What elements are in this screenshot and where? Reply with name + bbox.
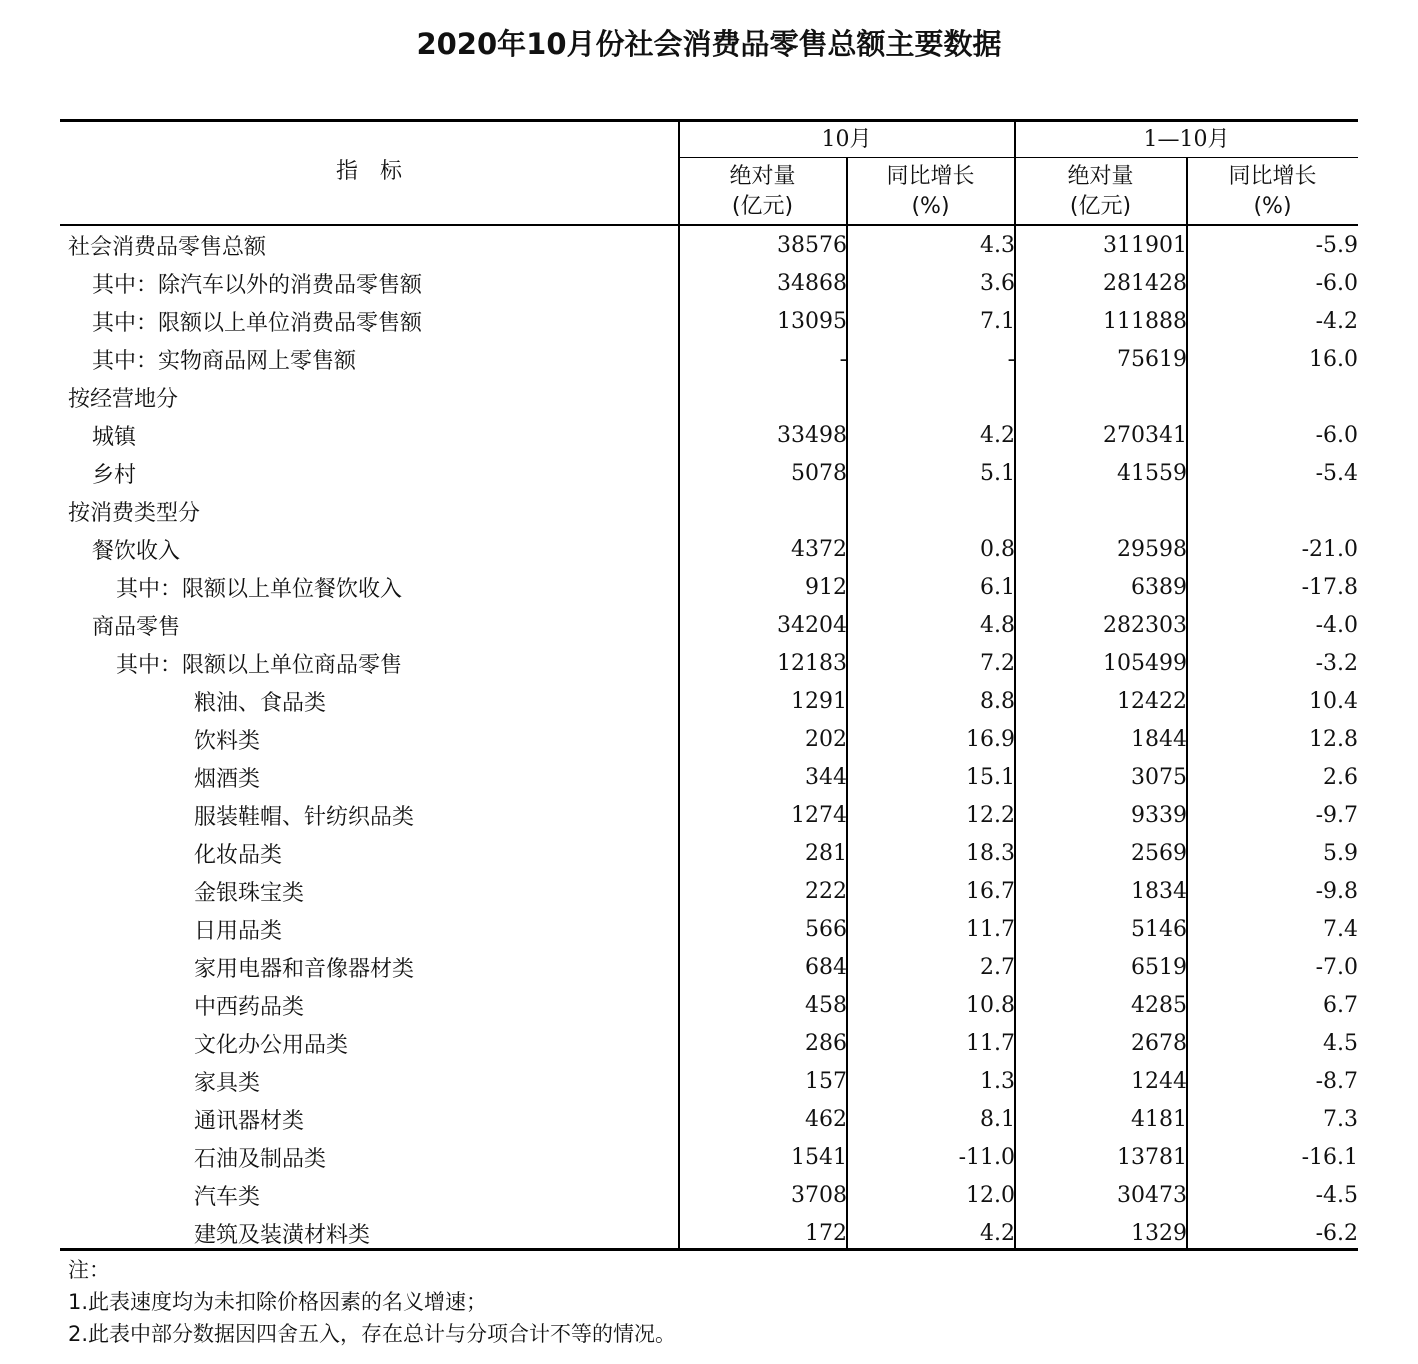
- month-absolute-cell: [679, 378, 847, 416]
- month-absolute-cell: 34204: [777, 612, 847, 638]
- table-row: [60, 264, 1358, 302]
- month-yoy-cell: 8.8: [980, 688, 1015, 714]
- table-row: [60, 1100, 1358, 1138]
- ytd-absolute-cell: 270341: [1103, 422, 1187, 448]
- ytd-absolute-cell: 6389: [1131, 574, 1187, 600]
- ytd-absolute-cell: 5146: [1131, 916, 1187, 942]
- notes-heading: 注：: [68, 1258, 110, 1282]
- row-label: 按消费类型分: [68, 500, 201, 526]
- ytd-yoy-header-line1: 同比增长: [1228, 164, 1317, 189]
- month-yoy-cell: 5.1: [980, 460, 1015, 486]
- ytd-yoy-cell: -4.5: [1315, 1182, 1358, 1208]
- month-absolute-cell: 1274: [791, 802, 847, 828]
- ytd-yoy-cell: 10.4: [1309, 688, 1358, 714]
- ytd-yoy-cell: 16.0: [1309, 346, 1358, 372]
- ytd-yoy-cell: -4.2: [1315, 308, 1358, 334]
- row-label: 家用电器和音像器材类: [194, 956, 415, 982]
- ytd-absolute-cell: 4181: [1131, 1106, 1187, 1132]
- ytd-absolute-cell: 1244: [1131, 1068, 1187, 1094]
- row-label: 建筑及装潢材料类: [194, 1222, 371, 1248]
- indicator-header: 指 标: [335, 159, 402, 184]
- row-label: 商品零售: [92, 614, 181, 640]
- month-absolute-cell: 12183: [777, 650, 847, 676]
- ytd-yoy-cell: -9.8: [1315, 878, 1358, 904]
- data-table-body: [60, 226, 1358, 1252]
- month-yoy-cell: 1.3: [980, 1068, 1015, 1094]
- ytd-yoy-header-line2: (%): [1253, 194, 1292, 219]
- table-row: [60, 910, 1358, 948]
- month-absolute-cell: 3708: [791, 1182, 847, 1208]
- table-row: [60, 644, 1358, 682]
- ytd-yoy-cell: -6.2: [1315, 1220, 1358, 1246]
- ytd-yoy-cell: 12.8: [1309, 726, 1358, 752]
- group-header-month: 10月: [821, 127, 872, 152]
- row-label: 社会消费品零售总额: [68, 234, 267, 260]
- ytd-absolute-cell: 282303: [1103, 612, 1187, 638]
- month-yoy-cell: 16.9: [966, 726, 1015, 752]
- row-label: 服装鞋帽、针纺织品类: [194, 804, 415, 830]
- month-yoy-cell: [847, 378, 1015, 416]
- month-absolute-cell: 222: [805, 878, 847, 904]
- row-label: 餐饮收入: [92, 538, 181, 564]
- month-yoy-cell: 12.2: [966, 802, 1015, 828]
- table-top-rule: [60, 119, 1358, 122]
- ytd-absolute-cell: 13781: [1117, 1144, 1187, 1170]
- table-row: [60, 302, 1358, 340]
- ytd-absolute-cell: 281428: [1103, 270, 1187, 296]
- month-yoy-cell: [847, 492, 1015, 530]
- month-yoy-cell: 4.2: [980, 422, 1015, 448]
- ytd-yoy-cell: -4.0: [1315, 612, 1358, 638]
- table-row: [60, 1214, 1358, 1252]
- table-row: [60, 492, 1358, 530]
- ytd-absolute-cell: [1015, 378, 1187, 416]
- month-absolute-cell: 1541: [791, 1144, 847, 1170]
- row-label: 按经营地分: [68, 386, 179, 412]
- ytd-yoy-cell: [1187, 492, 1358, 530]
- ytd-absolute-cell: 9339: [1131, 802, 1187, 828]
- ytd-yoy-cell: -6.0: [1315, 422, 1358, 448]
- ytd-yoy-cell: -3.2: [1315, 650, 1358, 676]
- month-absolute-cell: 566: [805, 916, 847, 942]
- notes: [68, 1254, 676, 1350]
- row-label: 烟酒类: [194, 766, 261, 792]
- month-yoy-cell: 4.2: [980, 1220, 1015, 1246]
- row-label: 日用品类: [194, 918, 283, 944]
- month-absolute-cell: 5078: [791, 460, 847, 486]
- table-row: [60, 416, 1358, 454]
- ytd-absolute-cell: 4285: [1131, 992, 1187, 1018]
- month-absolute-cell: -: [839, 346, 847, 372]
- ytd-absolute-cell: [1015, 492, 1187, 530]
- month-yoy-cell: 11.7: [966, 1030, 1015, 1056]
- ytd-yoy-cell: -21.0: [1301, 536, 1358, 562]
- month-absolute-cell: 38576: [777, 232, 847, 258]
- month-absolute-cell: 462: [805, 1106, 847, 1132]
- month-absolute-cell: 157: [805, 1068, 847, 1094]
- month-yoy-cell: 16.7: [966, 878, 1015, 904]
- ytd-yoy-cell: 7.4: [1323, 916, 1358, 942]
- ytd-abs-header-line1: 绝对量: [1067, 164, 1134, 189]
- month-absolute-cell: 286: [805, 1030, 847, 1056]
- table-row: [60, 1024, 1358, 1062]
- month-abs-header: [679, 162, 846, 222]
- ytd-absolute-cell: 1329: [1131, 1220, 1187, 1246]
- table-row: [60, 568, 1358, 606]
- ytd-yoy-cell: -9.7: [1315, 802, 1358, 828]
- month-yoy-cell: 8.1: [980, 1106, 1015, 1132]
- table-row: [60, 606, 1358, 644]
- month-yoy-cell: 7.2: [980, 650, 1015, 676]
- table-row: [60, 378, 1358, 416]
- ytd-absolute-cell: 3075: [1131, 764, 1187, 790]
- month-yoy-cell: -: [1007, 346, 1015, 372]
- ytd-absolute-cell: 29598: [1117, 536, 1187, 562]
- group-header-ytd: 1—10月: [1143, 127, 1230, 152]
- ytd-absolute-cell: 30473: [1117, 1182, 1187, 1208]
- row-label: 家具类: [194, 1070, 261, 1096]
- ytd-absolute-cell: 105499: [1103, 650, 1187, 676]
- row-label: 乡村: [92, 462, 137, 488]
- month-abs-header-line1: 绝对量: [729, 164, 796, 189]
- ytd-yoy-cell: 6.7: [1323, 992, 1358, 1018]
- month-yoy-cell: 7.1: [980, 308, 1015, 334]
- row-label: 其中：实物商品网上零售额: [92, 348, 357, 374]
- month-yoy-cell: 10.8: [966, 992, 1015, 1018]
- table-row: [60, 720, 1358, 758]
- month-yoy-cell: 4.3: [980, 232, 1015, 258]
- row-label: 通讯器材类: [194, 1108, 305, 1134]
- month-absolute-cell: 4372: [791, 536, 847, 562]
- note-line: 1.此表速度均为未扣除价格因素的名义增速；: [68, 1290, 488, 1314]
- table-row: [60, 1176, 1358, 1214]
- month-absolute-cell: 13095: [777, 308, 847, 334]
- row-label: 饮料类: [194, 728, 261, 754]
- table-row: [60, 796, 1358, 834]
- month-yoy-cell: 18.3: [966, 840, 1015, 866]
- ytd-yoy-cell: -5.9: [1315, 232, 1358, 258]
- month-absolute-cell: 1291: [791, 688, 847, 714]
- ytd-absolute-cell: 41559: [1117, 460, 1187, 486]
- table-row: [60, 948, 1358, 986]
- row-label: 粮油、食品类: [194, 690, 327, 716]
- table-row: [60, 758, 1358, 796]
- ytd-yoy-cell: -17.8: [1301, 574, 1358, 600]
- ytd-yoy-cell: 4.5: [1323, 1030, 1358, 1056]
- month-yoy-cell: 3.6: [980, 270, 1015, 296]
- month-abs-header-line2: (亿元): [731, 194, 794, 219]
- month-yoy-cell: 2.7: [980, 954, 1015, 980]
- month-absolute-cell: 33498: [777, 422, 847, 448]
- row-label: 其中：除汽车以外的消费品零售额: [92, 272, 423, 298]
- ytd-yoy-cell: -16.1: [1301, 1144, 1358, 1170]
- ytd-yoy-cell: -7.0: [1315, 954, 1358, 980]
- month-absolute-cell: 281: [805, 840, 847, 866]
- month-yoy-cell: -11.0: [958, 1144, 1015, 1170]
- ytd-yoy-cell: 7.3: [1323, 1106, 1358, 1132]
- row-label: 其中：限额以上单位消费品零售额: [92, 310, 423, 336]
- ytd-yoy-cell: -8.7: [1315, 1068, 1358, 1094]
- table-row: [60, 340, 1358, 378]
- row-label: 石油及制品类: [194, 1146, 327, 1172]
- month-yoy-header: [847, 162, 1014, 222]
- row-label: 化妆品类: [194, 842, 283, 868]
- month-yoy-cell: 6.1: [980, 574, 1015, 600]
- ytd-absolute-cell: 12422: [1117, 688, 1187, 714]
- month-absolute-cell: 344: [805, 764, 847, 790]
- ytd-absolute-cell: 6519: [1131, 954, 1187, 980]
- month-absolute-cell: 172: [805, 1220, 847, 1246]
- note-line: 2.此表中部分数据因四舍五入，存在总计与分项合计不等的情况。: [68, 1322, 677, 1346]
- ytd-absolute-cell: 111888: [1103, 308, 1187, 334]
- table-row: [60, 682, 1358, 720]
- row-label: 金银珠宝类: [194, 880, 305, 906]
- table-row: [60, 1062, 1358, 1100]
- month-absolute-cell: [679, 492, 847, 530]
- ytd-yoy-cell: -5.4: [1315, 460, 1358, 486]
- table-row: [60, 1138, 1358, 1176]
- month-yoy-cell: 0.8: [980, 536, 1015, 562]
- month-yoy-cell: 15.1: [966, 764, 1015, 790]
- month-yoy-header-line2: (%): [911, 194, 950, 219]
- month-absolute-cell: 458: [805, 992, 847, 1018]
- month-yoy-cell: 12.0: [966, 1182, 1015, 1208]
- month-yoy-cell: 11.7: [966, 916, 1015, 942]
- month-absolute-cell: 34868: [777, 270, 847, 296]
- ytd-absolute-cell: 2678: [1131, 1030, 1187, 1056]
- ytd-absolute-cell: 2569: [1131, 840, 1187, 866]
- ytd-yoy-header: [1187, 162, 1358, 222]
- ytd-yoy-cell: 2.6: [1323, 764, 1358, 790]
- ytd-yoy-cell: -6.0: [1315, 270, 1358, 296]
- ytd-abs-header: [1015, 162, 1186, 222]
- ytd-absolute-cell: 75619: [1117, 346, 1187, 372]
- ytd-abs-header-line2: (亿元): [1069, 194, 1132, 219]
- table-row: [60, 834, 1358, 872]
- ytd-absolute-cell: 1844: [1131, 726, 1187, 752]
- table-row: [60, 226, 1358, 264]
- table-row: [60, 986, 1358, 1024]
- row-label: 其中：限额以上单位餐饮收入: [116, 576, 403, 602]
- month-absolute-cell: 684: [805, 954, 847, 980]
- table-bottom-rule: [60, 1248, 1358, 1251]
- month-yoy-header-line1: 同比增长: [886, 164, 975, 189]
- month-absolute-cell: 202: [805, 726, 847, 752]
- table-row: [60, 454, 1358, 492]
- ytd-absolute-cell: 311901: [1103, 232, 1187, 258]
- row-label: 中西药品类: [194, 994, 305, 1020]
- page-title: 2020年10月份社会消费品零售总额主要数据: [416, 27, 1002, 61]
- ytd-absolute-cell: 1834: [1131, 878, 1187, 904]
- group-header-rule: [679, 157, 1358, 158]
- data-table: [60, 226, 1358, 1252]
- table-row: [60, 872, 1358, 910]
- ytd-yoy-cell: [1187, 378, 1358, 416]
- row-label: 城镇: [92, 424, 137, 450]
- row-label: 文化办公用品类: [194, 1032, 349, 1058]
- row-label: 其中：限额以上单位商品零售: [116, 652, 403, 678]
- table-row: [60, 530, 1358, 568]
- row-label: 汽车类: [194, 1184, 261, 1210]
- month-absolute-cell: 912: [805, 574, 847, 600]
- ytd-yoy-cell: 5.9: [1323, 840, 1358, 866]
- month-yoy-cell: 4.8: [980, 612, 1015, 638]
